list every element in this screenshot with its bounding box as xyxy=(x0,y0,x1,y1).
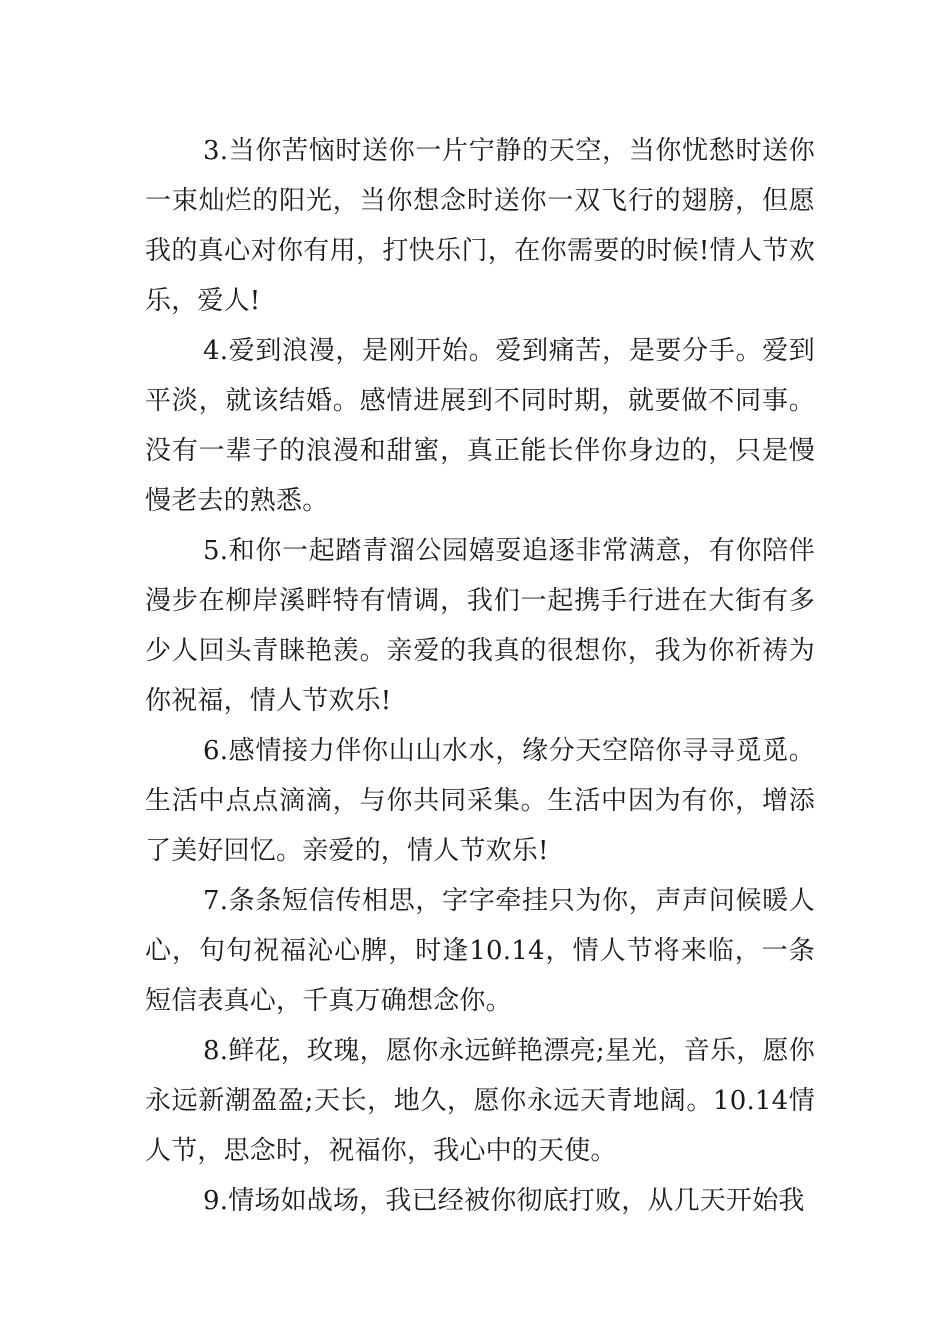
paragraph-5: 5.和你一起踏青溜公园嬉耍追逐非常满意，有你陪伴漫步在柳岸溪畔特有情调，我们一起携手行进在大街有多少人回头青睐艳羡。亲爱的我真的很想你，我为你祈祷为你祝福，情人节欢乐! xyxy=(145,536,815,716)
paragraph-6: 6.感情接力伴你山山水水，缘分天空陪你寻寻觅觅。生活中点点滴滴，与你共同采集。生活中因为有你，增添了美好回忆。亲爱的，情人节欢乐! xyxy=(145,736,815,866)
paragraph-8: 8.鲜花，玫瑰，愿你永远鲜艳漂亮;星光，音乐，愿你永远新潮盈盈;天长，地久，愿你永远天青地阔。10.14情人节，思念时，祝福你，我心中的天使。 xyxy=(145,1036,815,1166)
document-body xyxy=(145,126,815,1226)
paragraph-3: 3.当你苦恼时送你一片宁静的天空，当你忧愁时送你一束灿烂的阳光，当你想念时送你一双飞行的翅膀，但愿我的真心对你有用，打快乐门，在你需要的时候!情人节欢乐，爱人! xyxy=(145,136,815,316)
paragraph-7: 7.条条短信传相思，字字牵挂只为你，声声问候暖人心，句句祝福沁心脾，时逢10.14，情人节将来临，一条短信表真心，千真万确想念你。 xyxy=(145,886,815,1016)
paragraph-9: 9.情场如战场，我已经被你彻底打败，从几天开始我 xyxy=(203,1186,805,1216)
paragraph-4: 4.爱到浪漫，是刚开始。爱到痛苦，是要分手。爱到平淡，就该结婚。感情进展到不同时期，就要做不同事。没有一辈子的浪漫和甜蜜，真正能长伴你身边的，只是慢慢老去的熟悉。 xyxy=(145,336,815,516)
